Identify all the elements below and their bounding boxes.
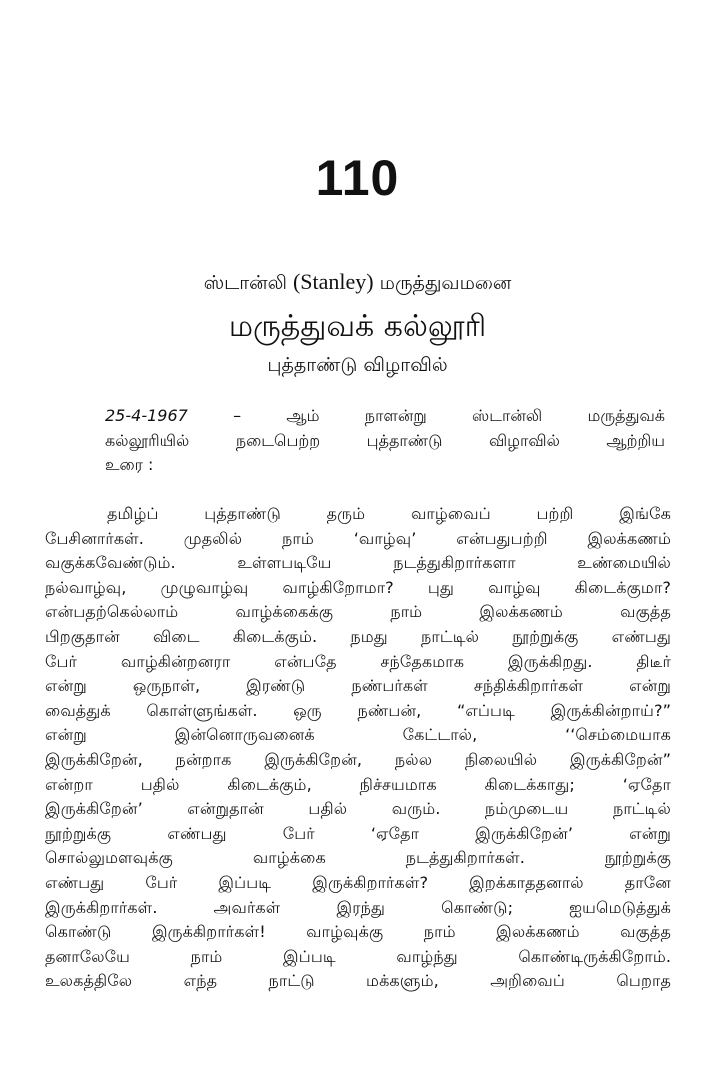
chapter-number: 110: [315, 150, 400, 206]
body-line: சொல்லுமளவுக்கு வாழ்க்கை நடத்துகிறார்கள். நூற்றுக்கு: [45, 848, 671, 868]
body-line: என்று ஒருநாள், இரண்டு நண்பர்கள் சந்திக்கிறார்கள் என்று: [45, 676, 671, 696]
intro-line-2: கல்லூரியில் நடைபெற்ற புத்தாண்டு விழாவில் ஆற்றிய: [105, 430, 665, 450]
body-line: என்பதற்கெல்லாம் வாழ்க்கைக்கு நாம் இலக்கணம் வகுத்த: [45, 602, 671, 622]
intro-line-3: உரை :: [105, 455, 154, 474]
subtitle-tamil-start: ஸ்டான்லி: [203, 272, 293, 294]
intro-note: [105, 404, 665, 478]
chapter-title-line2: புத்தாண்டு விழாவில்: [267, 354, 448, 376]
chapter-title: மருத்துவக் கல்லூரி: [228, 309, 487, 344]
body-line: பேசினார்கள். முதலில் நாம் ‘வாழ்வு’ என்பதுபற்றி இலக்கணம்: [45, 528, 671, 548]
body-line: வைத்துக் கொள்ளுங்கள். ஒரு நண்பன், “எப்படி இருக்கின்றாய்?”: [45, 700, 671, 720]
body-line: உலகத்திலே எந்த நாட்டு மக்களும், அறிவைப் பெறாத: [45, 971, 671, 991]
subtitle-latin-name: (Stanley): [292, 269, 374, 294]
body-line: வகுக்கவேண்டும். உள்ளபடியே நடத்துகிறார்களா உண்மையில்: [45, 553, 671, 573]
body-line: நல்வாழ்வு, முழுவாழ்வு வாழ்கிறோமா? புது வாழ்வு கிடைக்குமா?: [45, 577, 671, 597]
speech-venue-subtitle: [0, 268, 715, 297]
body-line: எண்பது பேர் இப்படி இருக்கிறார்கள்? இறக்காததனால் தானே: [45, 872, 671, 892]
body-line: என்று இன்னொருவனைக் கேட்டால், ‘‘செம்மையாக: [45, 725, 671, 745]
body-line: நூற்றுக்கு எண்பது பேர் ‘ஏதோ இருக்கிறேன்’ என்று: [45, 823, 671, 843]
body-line: தனாலேயே நாம் இப்படி வாழ்ந்து கொண்டிருக்கிறோம்.: [45, 946, 671, 966]
body-line: இருக்கிறேன்’ என்றுதான் பதில் வரும். நம்முடைய நாட்டில்: [45, 799, 671, 819]
intro-line-1: [105, 404, 665, 429]
intro-line-1-text: – ஆம் நாளன்று ஸ்டான்லி மருத்துவக்: [187, 406, 665, 425]
body-line: பேர் வாழ்கின்றனரா என்பதே சந்தேகமாக இருக்கிறது. திடீர்: [45, 651, 671, 671]
body-line: பிறகுதான் விடை கிடைக்கும். நமது நாட்டில் நூற்றுக்கு எண்பது: [45, 626, 671, 646]
body-line: என்றா பதில் கிடைக்கும், நிச்சயமாக கிடைக்காது; ‘ஏதோ: [45, 774, 671, 794]
body-line: இருக்கிறேன், நன்றாக இருக்கிறேன், நல்ல நிலையில் இருக்கிறேன்”: [45, 749, 671, 769]
subtitle-tamil-end: மருத்துவமனை: [373, 272, 512, 294]
speech-date: 25-4-1967: [105, 406, 188, 425]
body-line: இருக்கிறார்கள். அவர்கள் இரந்து கொண்டு; ஐயமெடுத்துக்: [45, 897, 671, 917]
body-text: [45, 502, 671, 994]
body-line: தமிழ்ப் புத்தாண்டு தரும் வாழ்வைப் பற்றி இங்கே: [107, 504, 671, 523]
body-line: கொண்டு இருக்கிறார்கள்! வாழ்வுக்கு நாம் இலக்கணம் வகுத்த: [45, 922, 671, 942]
